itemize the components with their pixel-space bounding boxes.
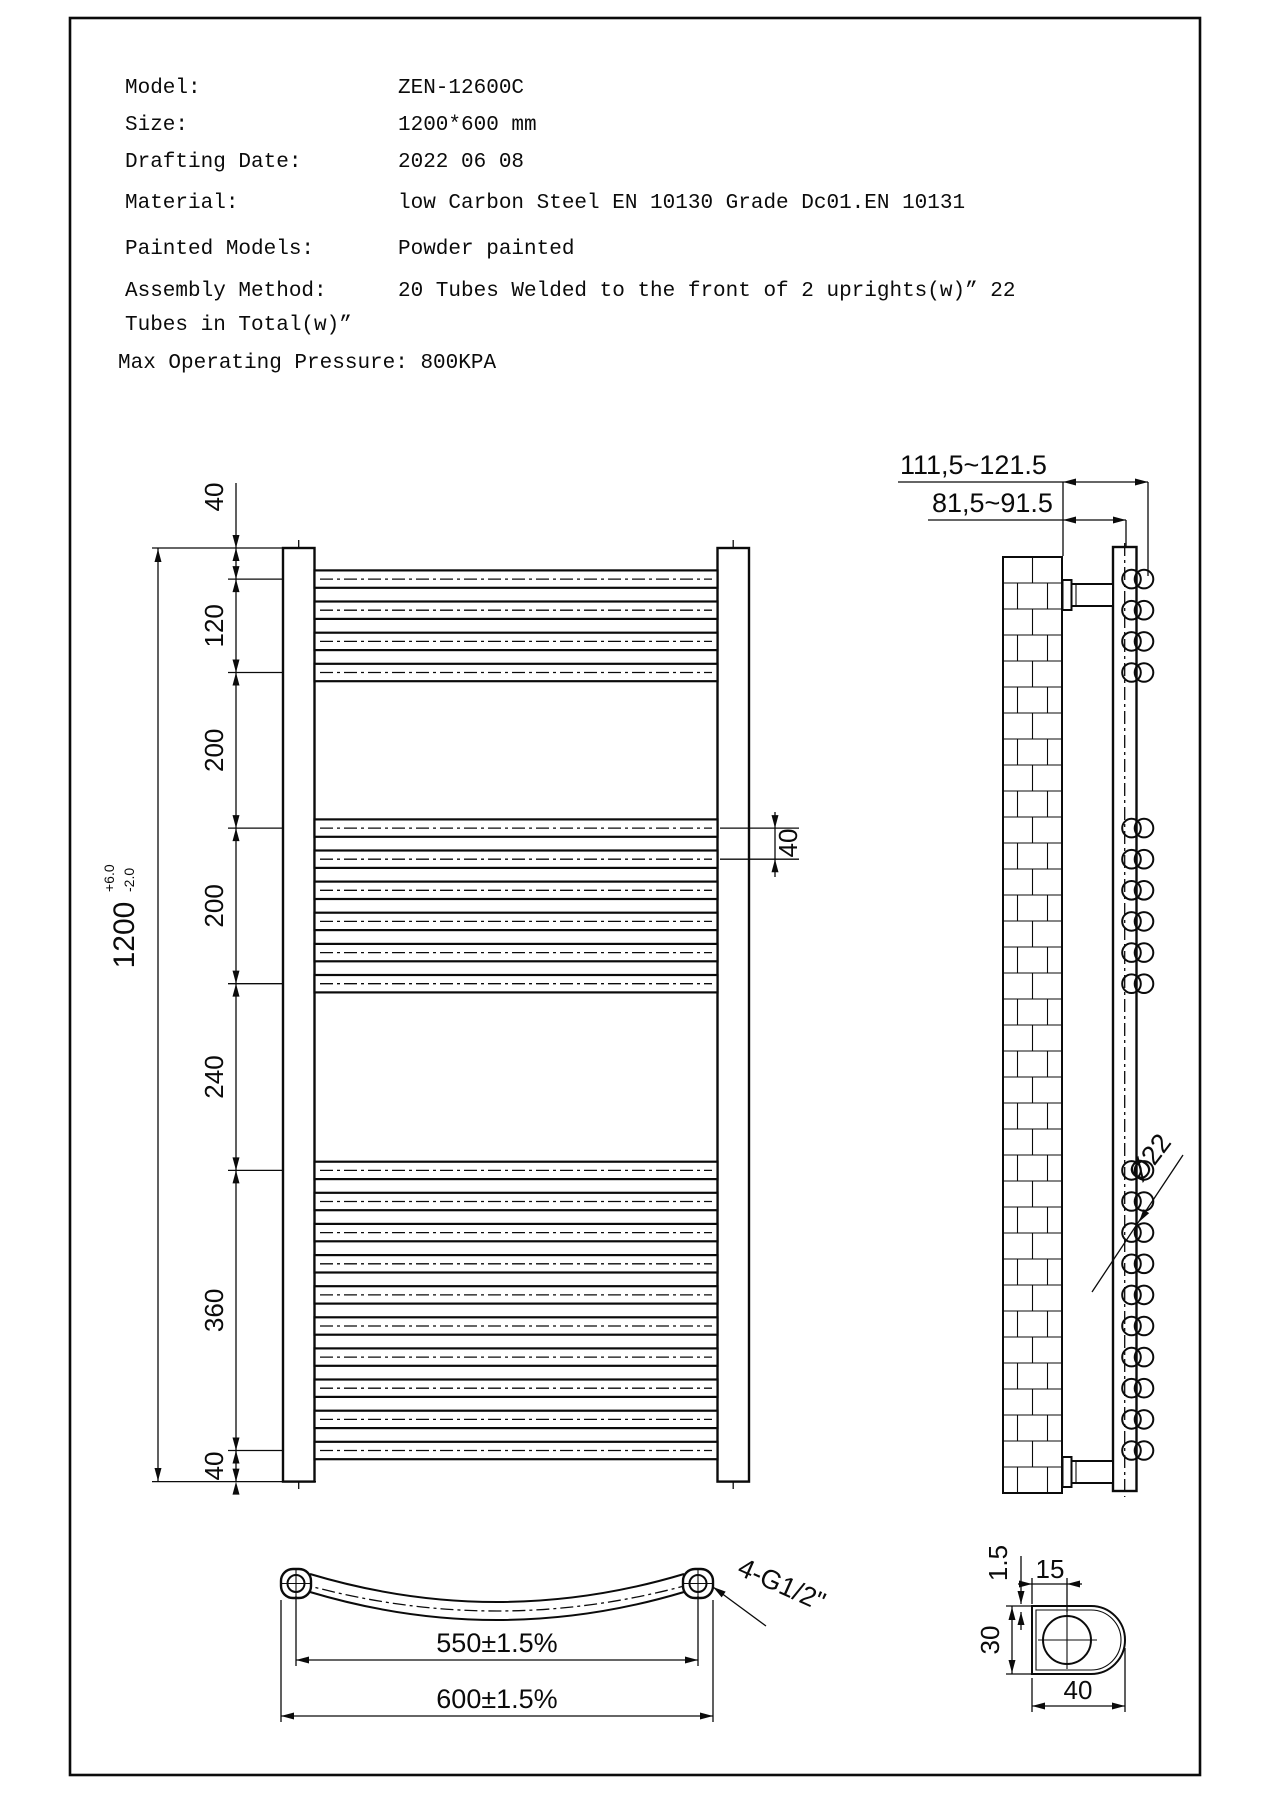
model-label: Model: xyxy=(125,77,201,100)
front-dim-value: 200 xyxy=(199,884,229,928)
left-upright xyxy=(283,548,315,1482)
detail-offset-value: 15 xyxy=(1035,1554,1065,1584)
overall-tol-plus: +6.0 xyxy=(101,864,117,892)
assembly-method-continuation: Tubes in Total(w)” xyxy=(125,314,352,337)
front-dim-label xyxy=(199,1289,229,1332)
front-dim-label xyxy=(199,1055,229,1098)
bracket-pipe xyxy=(1072,1461,1114,1483)
front-dim-label xyxy=(199,884,229,927)
pitch-dim-label xyxy=(773,829,803,858)
front-dim-value: 240 xyxy=(199,1055,229,1099)
bracket-flange xyxy=(1063,1457,1072,1487)
tube-diameter-value: Ø22 xyxy=(1122,1128,1178,1187)
front-dim-value: 200 xyxy=(199,728,229,772)
side-dim2-value: 81,5~91.5 xyxy=(932,488,1053,518)
material-label: Material: xyxy=(125,192,239,215)
front-dim-value: 360 xyxy=(199,1288,229,1333)
size-label: Size: xyxy=(125,114,189,137)
bracket-flange xyxy=(1063,580,1072,610)
overall-width-value: 600±1.5% xyxy=(436,1684,558,1714)
bracket-pipe xyxy=(1072,584,1114,606)
detail-thickness-value: 1.5 xyxy=(983,1544,1013,1582)
overall-dim-value: 1200 xyxy=(108,901,141,969)
drafting-date-value: 2022 06 08 xyxy=(398,151,525,174)
material-value: low Carbon Steel EN 10130 Grade Dc01.EN 10131 xyxy=(398,192,966,215)
max-pressure-line: Max Operating Pressure: 800KPA xyxy=(118,352,497,375)
pitch-dim-value: 40 xyxy=(773,828,803,858)
side-dim1-value: 111,5~121.5 xyxy=(900,450,1047,480)
centers-dim-value: 550±1.5% xyxy=(436,1628,558,1658)
detail-width-value: 40 xyxy=(1063,1675,1093,1705)
drafting-date-label: Drafting Date: xyxy=(125,151,302,174)
front-dim-label xyxy=(199,604,229,647)
model-value: ZEN-12600C xyxy=(398,77,525,100)
connection-value: 4-G1/2" xyxy=(733,1552,830,1617)
overall-tol-minus: -2.0 xyxy=(121,867,137,892)
front-dim-label xyxy=(199,483,229,512)
front-dim-value: 40 xyxy=(199,482,229,512)
front-dim-label xyxy=(199,1452,229,1481)
front-dim-value: 40 xyxy=(199,1451,229,1481)
front-dim-value: 120 xyxy=(199,604,229,648)
size-value: 1200*600 mm xyxy=(398,114,537,137)
detail-depth-label xyxy=(975,1626,1005,1655)
front-dim-label xyxy=(199,729,229,772)
painted-models-value: Powder painted xyxy=(398,238,575,261)
painted-models-label: Painted Models: xyxy=(125,238,315,261)
right-upright xyxy=(718,548,750,1482)
assembly-method-label: Assembly Method: xyxy=(125,280,327,303)
detail-thickness-label xyxy=(983,1545,1013,1581)
assembly-method-value: 20 Tubes Welded to the front of 2 uprights(w)” 22 xyxy=(398,280,1016,303)
detail-depth-value: 30 xyxy=(975,1625,1005,1655)
